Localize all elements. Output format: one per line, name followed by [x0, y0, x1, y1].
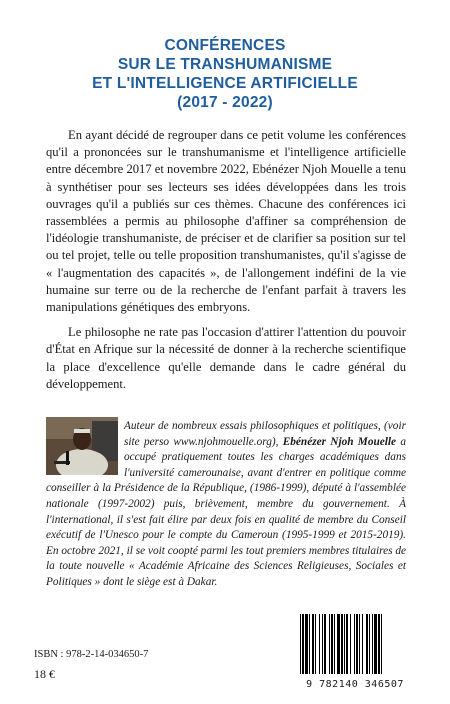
- barcode-bar: [331, 614, 333, 674]
- author-bio: [46, 419, 406, 591]
- barcode-bar: [381, 614, 382, 674]
- title-line-3: ET L'INTELLIGENCE ARTIFICIELLE: [92, 75, 358, 92]
- summary-paragraph-1: En ayant décidé de regrouper dans ce petit volume les conférences qu'il a prononcées sur le transhumanisme et l'intelligence artificielle entre décembre 2017 et novembre 2022, Ebénézer Njoh Mouelle a tenu à synthétiser pour ses lecteurs ses idées développées dans les trois ouvrages qu'il a publiés sur ces thèmes. Chacune des conférences ici rassemblées a permis au philosophe d'affiner sa compréhension de l'idéologie transhumaniste, de préciser et de clarifier sa position sur tel ou tel projet, telle ou telle proposition transhumanistes, qu'il s'agisse de « l'augmentation des capacités », de l'allongement indéfini de la vie humaine sur terre ou de la recherche de l'enfant parfait à travers les manipulations génétiques des embryons.: [46, 128, 406, 315]
- barcode: [292, 608, 418, 692]
- barcode-bar: [309, 614, 310, 674]
- barcode-bar: [369, 614, 370, 674]
- barcode-bar: [366, 614, 368, 674]
- barcode-bar: [337, 614, 340, 674]
- barcode-bar: [341, 614, 343, 674]
- barcode-bar: [372, 614, 373, 674]
- barcode-bar: [305, 614, 308, 674]
- barcode-bar: [346, 614, 348, 674]
- barcode-bar: [362, 614, 363, 674]
- title-line-4: (2017 - 2022): [177, 94, 273, 111]
- summary-paragraph-2: Le philosophe ne rate pas l'occasion d'attirer l'attention du pouvoir d'État en Afrique sur la nécessité de donner à la recherche scientifique la place d'excellence qu'elle demande dans le cadre général du développement.: [46, 325, 406, 391]
- barcode-bar: [319, 614, 320, 674]
- barcode-bar: [350, 614, 351, 674]
- barcode-bar: [300, 614, 301, 674]
- barcode-icon: [292, 608, 418, 678]
- barcode-bar: [322, 614, 323, 674]
- bio-text-rest: a occupé pratiquement toutes les charges académiques dans l'université camerounaise, avant d'entrer en politique comme conseiller à la Présidence de la République, (1986-1999), député à l'assemblée nationale (1997-2002) puis, brièvement, membre du gouvernement. À l'international, il s'est fait élire par deux fois en qualité de membre du Conseil exécutif de l'Unesco pour le compte du Cameroun (1995-1999 et 2015-2019). En octobre 2021, il se voit coopté parmi les tout premiers membres titulaires de la toute nouvelle « Académie Africaine des Sciences Religieuses, Sociales et Politiques » dont le siège est à Dakar.: [46, 435, 406, 588]
- barcode-bar: [378, 614, 380, 674]
- title-line-2: SUR LE TRANSHUMANISME: [117, 56, 333, 73]
- barcode-bar: [329, 614, 330, 674]
- barcode-number: 9 782140 346507: [306, 679, 404, 690]
- barcode-bar: [356, 614, 358, 674]
- barcode-bar: [315, 614, 316, 674]
- bio-text-intro: Auteur de nombreux essais philosophiques et politiques, (voir site perso www.njohmouelle.org),: [124, 420, 406, 448]
- isbn: ISBN : 978-2-14-034650-7: [34, 649, 149, 660]
- title-line-1: CONFÉRENCES: [164, 37, 286, 54]
- book-title: [0, 36, 450, 112]
- barcode-bar: [374, 614, 377, 674]
- author-name: Ebénézer Njoh Mouelle: [282, 435, 397, 448]
- barcode-bar: [334, 614, 335, 674]
- barcode-bar: [324, 614, 326, 674]
- barcode-bar: [354, 614, 355, 674]
- barcode-bar: [312, 614, 314, 674]
- price: 18 €: [34, 667, 55, 681]
- summary-text: [46, 127, 406, 401]
- barcode-bar: [344, 614, 345, 674]
- barcode-bar: [302, 614, 304, 674]
- barcode-bar: [359, 614, 360, 674]
